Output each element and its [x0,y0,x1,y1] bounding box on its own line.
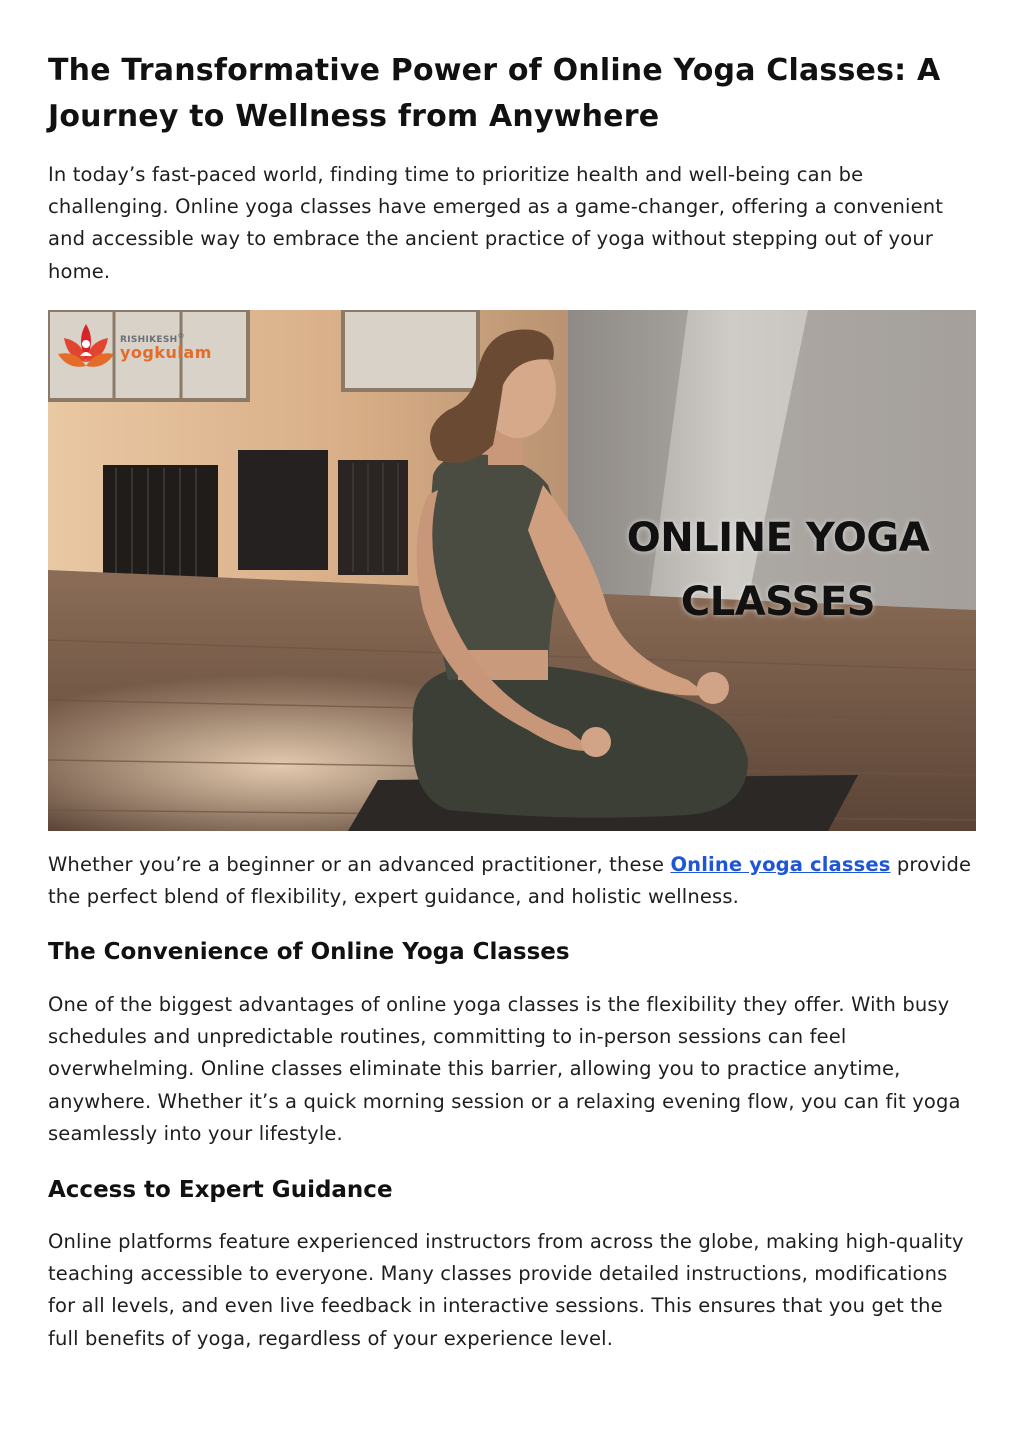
brand-logo-mark: ® [177,332,185,340]
intro-paragraph: In today’s fast-paced world, finding time to prioritize health and well-being can be challenging. Online yoga classes have emerged as a game-changer, offering a convenient and accessible way to embrace the ancient practice of yoga without stepping out of your home. [48,163,944,283]
hero-overlay-line1: ONLINE YOGA [626,515,930,561]
lotus-icon [56,320,116,376]
paragraph-text-before-link: Whether you’re a beginner or an advanced practitioner, these [48,853,671,876]
brand-logo [56,320,236,380]
online-yoga-classes-link[interactable]: Online yoga classes [670,853,891,876]
section-body-convenience: One of the biggest advantages of online yoga classes is the flexibility they offer. With busy schedules and unpredictable routines, committing to in-person sessions can feel overwhelming. Online classes eliminate this barrier, allowing you to practice anytime, anywhere. Whether it’s a quick morning session or a relaxing evening flow, you can fit yoga seamlessly into your lifestyle. [48,993,961,1145]
section-body-expert-guidance: Online platforms feature experienced instructors from across the globe, making high-quality teaching accessible to everyone. Many classes provide detailed instructions, modifications for all levels, and even live feedback in interactive sessions. This ensures that you get the full benefits of yoga, regardless of your experience level. [48,1230,964,1350]
section-heading-convenience: The Convenience of Online Yoga Classes [48,939,570,965]
paragraph-text-after-link: provide the perfect blend of flexibility, expert guidance, and holistic wellness. [48,853,972,909]
paragraph-online-classes [48,849,976,913]
article-title: The Transformative Power of Online Yoga Classes: A Journey to Wellness from Anywhere [48,53,941,134]
brand-logo-small: RISHIKESH [120,335,178,345]
hero-image [48,310,976,831]
brand-logo-big: yogkulam [120,343,212,362]
brand-logo-text [120,332,212,362]
section-heading-expert-guidance: Access to Expert Guidance [48,1177,393,1203]
hero-overlay-line2: CLASSES [680,579,876,625]
hero-overlay-text [568,506,976,634]
